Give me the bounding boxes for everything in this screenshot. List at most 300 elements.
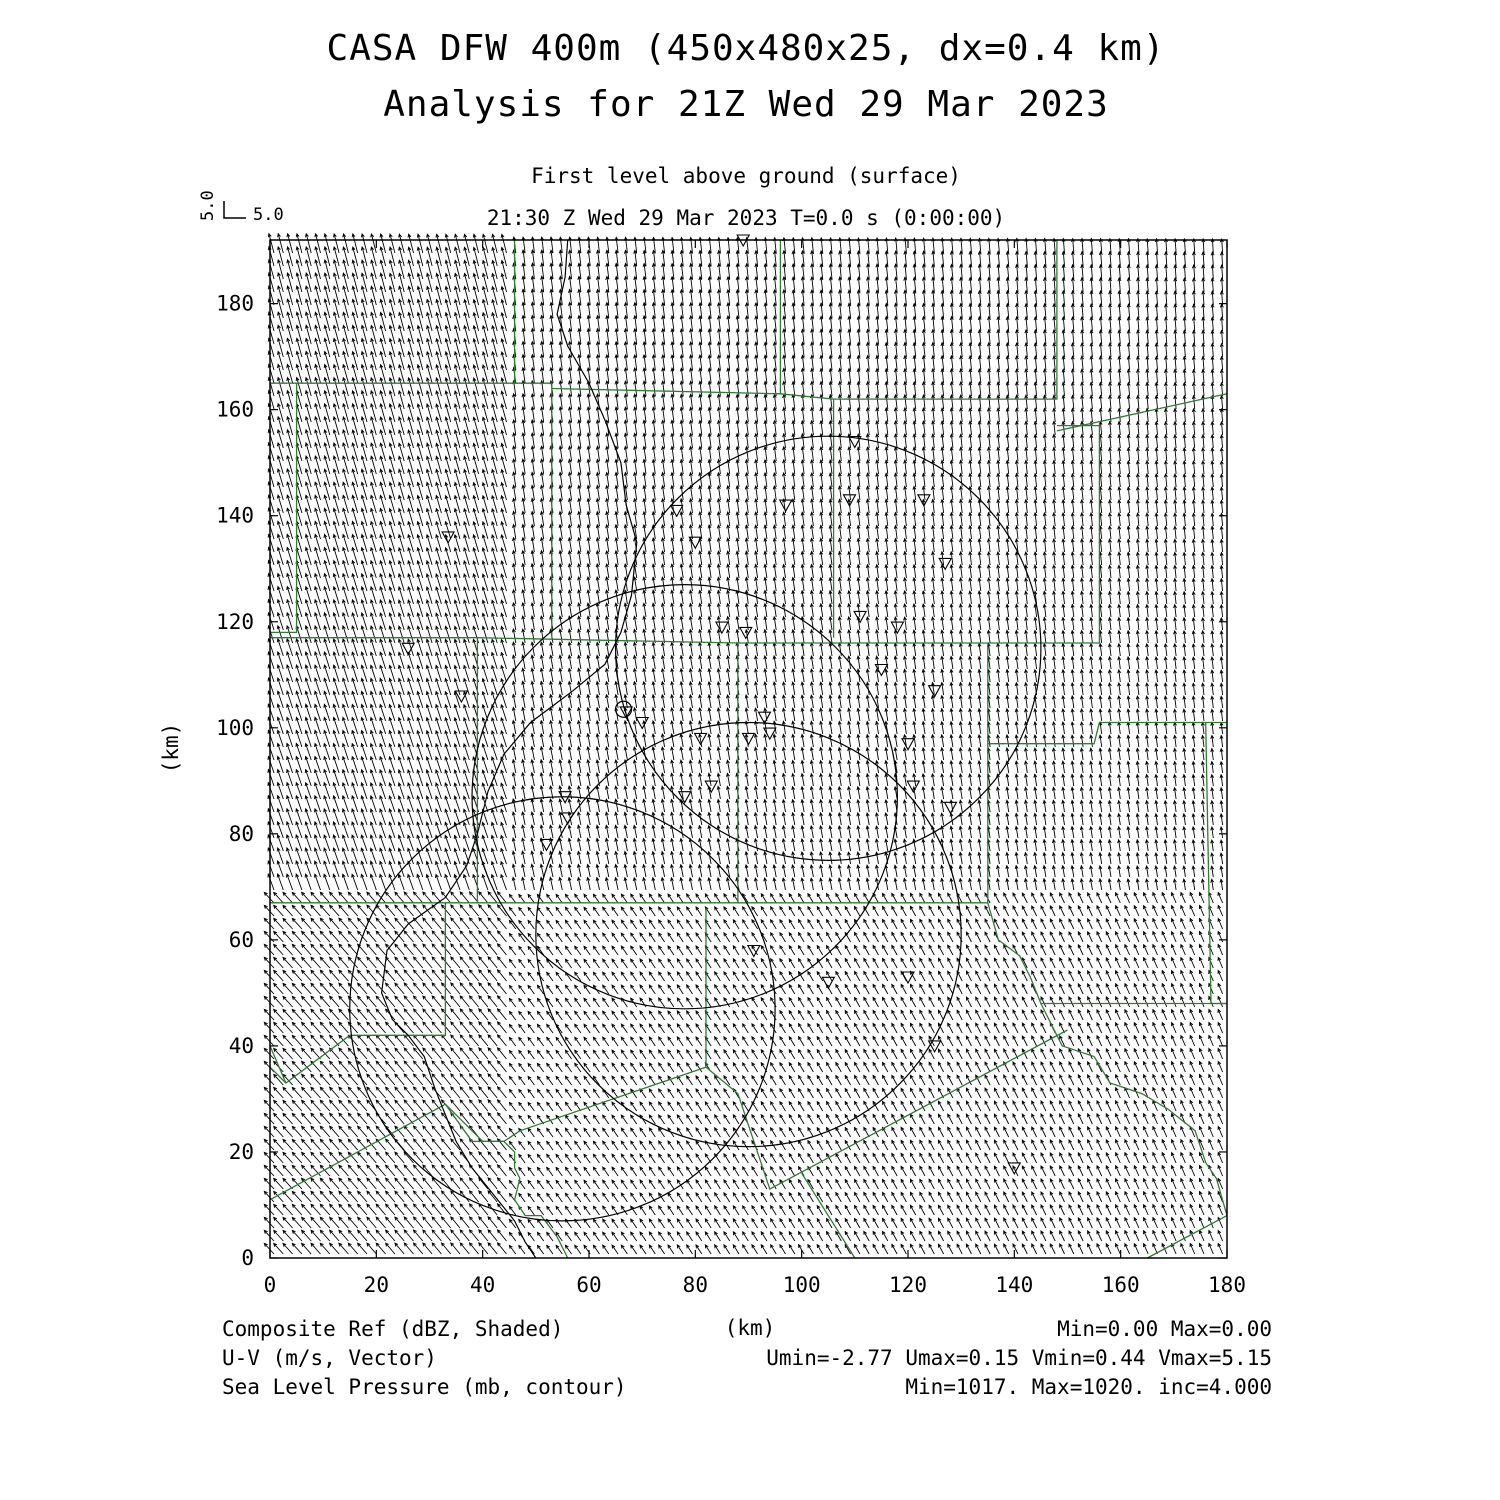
wind-vector — [808, 1089, 814, 1098]
wind-vector — [432, 918, 441, 929]
wind-vector — [432, 1152, 441, 1163]
wind-vector — [957, 1179, 962, 1189]
wind-vector — [320, 1035, 330, 1046]
wind-vector — [904, 669, 907, 682]
wind-vector — [829, 787, 832, 799]
wind-vector — [488, 1191, 497, 1202]
wind-vector — [1041, 1114, 1046, 1124]
wind-vector — [488, 970, 497, 981]
wind-vector — [773, 800, 776, 812]
wind-vector — [752, 1024, 758, 1033]
wind-vector — [320, 970, 330, 981]
wind-vector — [358, 1178, 367, 1189]
wind-vector — [283, 1126, 293, 1137]
wind-vector — [985, 1244, 990, 1254]
wind-vector — [593, 959, 599, 968]
wind-vector — [752, 972, 758, 981]
wind-vector — [498, 1178, 507, 1189]
wind-vector — [640, 1050, 646, 1059]
wind-vector — [817, 1115, 823, 1124]
wind-vector — [717, 852, 720, 864]
wind-vector — [1209, 1192, 1214, 1203]
wind-vector — [876, 669, 879, 682]
wind-vector — [1043, 657, 1046, 669]
wind-vector — [488, 996, 497, 1007]
wind-vector — [1116, 1231, 1121, 1241]
wind-vector — [938, 1205, 943, 1215]
wind-vector — [820, 695, 823, 708]
wind-vector — [941, 735, 944, 747]
wind-vector — [1069, 932, 1074, 942]
wind-vector — [395, 892, 404, 903]
wind-vector — [1108, 683, 1111, 695]
wind-vector — [1136, 801, 1139, 812]
wind-vector — [792, 826, 795, 838]
wind-vector — [460, 983, 469, 994]
wind-vector — [969, 866, 972, 878]
wind-vector — [593, 1180, 599, 1189]
wind-vector — [1162, 971, 1167, 981]
wind-vector — [780, 1050, 786, 1059]
wind-vector — [512, 825, 516, 838]
wind-vector — [761, 894, 767, 903]
wind-vector — [689, 878, 692, 890]
wind-vector — [687, 1180, 693, 1189]
wind-vector — [624, 878, 627, 890]
wind-vector — [274, 970, 284, 981]
wind-vector — [661, 708, 664, 721]
wind-vector — [537, 1089, 543, 1098]
wind-vector — [575, 985, 581, 994]
wind-vector — [931, 669, 934, 682]
wind-vector — [1144, 1140, 1149, 1150]
wind-vector — [414, 970, 423, 981]
wind-vector — [976, 1101, 981, 1111]
wind-vector — [1190, 1205, 1195, 1216]
wind-vector — [283, 1243, 293, 1254]
wind-vector — [488, 1243, 497, 1254]
wind-vector — [801, 865, 804, 877]
wind-vector — [631, 1141, 637, 1150]
wind-vector — [724, 1011, 730, 1020]
wind-vector — [836, 1102, 842, 1112]
wind-vector — [715, 1193, 721, 1202]
wind-vector — [1032, 1153, 1037, 1163]
wind-vector — [994, 971, 999, 981]
wind-vector — [810, 708, 813, 721]
wind-vector — [1199, 1218, 1204, 1229]
wind-vector — [1211, 736, 1214, 748]
wind-vector — [386, 1048, 395, 1059]
wind-vector — [1164, 775, 1167, 786]
wind-vector — [528, 1193, 534, 1202]
wind-vector — [1171, 1088, 1176, 1098]
wind-vector — [966, 958, 971, 968]
wind-vector — [606, 669, 609, 683]
wind-vector — [1125, 1205, 1130, 1215]
wind-vector — [1015, 826, 1018, 838]
wind-vector — [696, 946, 702, 955]
wind-vector — [531, 747, 535, 760]
wind-vector — [1192, 879, 1195, 890]
wind-vector — [792, 761, 795, 774]
wind-vector — [1144, 893, 1149, 903]
wind-vector — [550, 877, 554, 890]
wind-vector — [605, 760, 608, 773]
wind-vector — [1043, 722, 1046, 734]
wind-vector — [752, 1076, 758, 1085]
wind-vector — [631, 1011, 637, 1020]
wind-vector — [696, 1154, 702, 1163]
wind-vector — [640, 1232, 646, 1241]
wind-vector — [386, 1152, 395, 1163]
wind-vector — [904, 643, 907, 656]
wind-vector — [838, 643, 841, 656]
wind-vector — [498, 1022, 507, 1033]
wind-vector — [488, 1022, 497, 1033]
wind-vector — [339, 1113, 349, 1124]
wind-vector — [1183, 762, 1186, 773]
wind-vector — [978, 774, 981, 786]
wind-vector — [1162, 1062, 1167, 1072]
wind-vector — [929, 1244, 934, 1254]
wind-vector — [1118, 709, 1121, 721]
wind-vector — [1220, 853, 1223, 864]
wind-vector — [1022, 1179, 1027, 1189]
wind-vector — [1078, 1010, 1083, 1020]
wind-vector — [311, 931, 321, 942]
wind-vector — [470, 970, 479, 981]
wind-vector — [761, 1219, 767, 1228]
wind-vector — [1032, 1166, 1037, 1176]
wind-vector — [596, 865, 599, 878]
wind-vector — [810, 826, 813, 838]
wind-vector — [848, 682, 851, 695]
wind-vector — [1006, 866, 1009, 877]
wind-vector — [442, 905, 451, 916]
wind-vector — [922, 852, 925, 864]
wind-vector — [799, 1050, 805, 1059]
wind-vector — [404, 1061, 413, 1072]
wind-vector — [680, 734, 683, 747]
wind-vector — [1024, 879, 1027, 890]
wind-vector — [578, 747, 581, 760]
wind-vector — [528, 1232, 534, 1241]
wind-vector — [640, 1141, 646, 1150]
wind-vector — [761, 959, 767, 968]
wind-vector — [1062, 696, 1065, 708]
wind-vector — [1134, 1166, 1139, 1176]
wind-vector — [442, 1009, 451, 1020]
wind-vector — [1125, 1166, 1130, 1176]
wind-vector — [836, 1037, 842, 1047]
wind-vector — [292, 944, 302, 955]
wind-vector — [801, 774, 804, 786]
wind-vector — [810, 865, 813, 877]
wind-vector — [587, 682, 590, 696]
wind-vector — [1041, 1231, 1046, 1241]
wind-vector — [565, 1024, 571, 1033]
wind-vector — [883, 1062, 888, 1072]
wind-vector — [575, 1180, 581, 1189]
wind-vector — [913, 748, 916, 760]
wind-vector — [442, 1139, 451, 1150]
wind-vector — [519, 894, 525, 903]
wind-vector — [808, 1141, 814, 1150]
wind-vector — [578, 760, 581, 773]
wind-vector — [1144, 1244, 1149, 1254]
wind-vector — [1125, 893, 1130, 903]
wind-vector — [1034, 800, 1037, 812]
wind-vector — [1218, 1205, 1223, 1216]
wind-vector — [547, 1245, 553, 1254]
wind-vector — [892, 1179, 897, 1189]
scale-key-arrow — [224, 201, 246, 218]
wind-vector — [1146, 683, 1149, 695]
wind-vector — [1202, 644, 1205, 656]
wind-vector — [913, 878, 916, 890]
wind-vector — [838, 813, 841, 825]
wind-vector — [1199, 1166, 1204, 1177]
wind-vector — [1013, 1205, 1018, 1215]
wind-vector — [1108, 631, 1111, 643]
wind-vector — [1032, 1192, 1037, 1202]
wind-vector — [922, 682, 925, 695]
wind-vector — [661, 799, 664, 812]
wind-vector — [1116, 984, 1121, 994]
wind-vector — [752, 985, 758, 994]
wind-vector — [528, 1089, 534, 1098]
wind-vector — [687, 1193, 693, 1202]
wind-vector — [1218, 958, 1223, 969]
wind-vector — [661, 878, 664, 890]
wind-vector — [677, 1063, 683, 1072]
wind-vector — [901, 1023, 906, 1033]
wind-vector — [1004, 1166, 1009, 1176]
wind-vector — [1127, 683, 1130, 695]
wind-vector — [621, 946, 627, 955]
wind-vector — [752, 1245, 758, 1254]
wind-vector — [302, 944, 312, 955]
wind-vector — [537, 1180, 543, 1189]
wind-vector — [1162, 1075, 1167, 1085]
wind-vector — [1164, 853, 1167, 864]
wind-vector — [1181, 997, 1186, 1007]
wind-vector — [1153, 1231, 1158, 1241]
wind-vector — [752, 1206, 758, 1215]
wind-vector — [1125, 1049, 1130, 1059]
wind-vector — [522, 877, 526, 890]
wind-vector — [1099, 644, 1102, 656]
wind-vector — [1025, 631, 1028, 644]
wind-vector — [1201, 814, 1204, 825]
wind-vector — [1127, 814, 1130, 825]
wind-vector — [1013, 1140, 1018, 1150]
wind-vector — [1078, 1127, 1083, 1137]
wind-vector — [442, 983, 451, 994]
wind-vector — [901, 1166, 906, 1176]
wind-vector — [498, 1009, 507, 1020]
wind-vector — [1173, 853, 1176, 864]
wind-vector — [460, 1022, 469, 1033]
wind-vector — [1032, 971, 1037, 981]
wind-vector — [311, 996, 321, 1007]
wind-vector — [1146, 814, 1149, 825]
wind-vector — [771, 1115, 777, 1124]
wind-vector — [643, 773, 646, 786]
wind-vector — [959, 735, 962, 747]
wind-vector — [512, 838, 516, 851]
wind-vector — [910, 1114, 915, 1124]
wind-vector — [593, 1115, 599, 1124]
wind-vector — [631, 959, 637, 968]
wind-vector — [643, 669, 646, 682]
wind-vector — [1125, 1114, 1130, 1124]
wind-vector — [929, 1023, 934, 1033]
wind-vector — [1090, 748, 1093, 760]
wind-vector — [901, 997, 906, 1007]
wind-vector — [442, 1074, 451, 1085]
wind-vector — [696, 1011, 702, 1020]
wind-vector — [715, 1141, 721, 1150]
wind-vector — [1201, 709, 1204, 721]
wind-vector — [1060, 1192, 1065, 1202]
wind-vector — [959, 683, 962, 696]
wind-vector — [512, 681, 515, 695]
wind-vector — [1006, 683, 1009, 695]
wind-vector — [1134, 997, 1139, 1007]
wind-vector — [423, 1204, 432, 1215]
wind-vector — [1043, 644, 1046, 656]
wind-vector — [1032, 1101, 1037, 1111]
wind-vector — [894, 735, 897, 747]
wind-vector — [699, 747, 702, 760]
wind-vector — [1097, 1049, 1102, 1059]
wind-vector — [1088, 971, 1093, 981]
wind-vector — [752, 959, 758, 968]
wind-vector — [423, 1152, 432, 1163]
wind-vector — [1006, 670, 1009, 682]
wind-vector — [522, 838, 526, 851]
wind-vector — [593, 894, 599, 903]
wind-vector — [715, 985, 721, 994]
wind-vector — [1006, 709, 1009, 721]
wind-vector — [460, 1165, 469, 1176]
wind-vector — [1004, 958, 1009, 968]
wind-vector — [892, 1127, 897, 1137]
wind-vector — [1106, 1140, 1111, 1150]
wind-vector — [320, 1191, 330, 1202]
wind-vector — [838, 774, 841, 786]
wind-vector — [808, 1037, 814, 1046]
wind-vector — [528, 985, 534, 994]
wind-vector — [761, 1024, 767, 1033]
wind-vector — [264, 1074, 274, 1085]
wind-vector — [792, 669, 795, 682]
wind-vector — [479, 957, 488, 968]
wind-vector — [531, 773, 535, 786]
wind-vector — [386, 1113, 395, 1124]
wind-vector — [1220, 631, 1223, 643]
wind-vector — [1155, 801, 1158, 812]
wind-vector — [1078, 1166, 1083, 1176]
wind-vector — [689, 656, 692, 669]
wind-vector — [985, 971, 990, 981]
wind-vector — [920, 984, 925, 994]
wind-vector — [864, 1114, 869, 1124]
wind-vector — [1088, 997, 1093, 1007]
wind-vector — [404, 970, 413, 981]
wind-vector — [537, 1024, 543, 1033]
wind-vector — [1106, 1062, 1111, 1072]
wind-vector — [1043, 761, 1046, 773]
wind-vector — [1050, 919, 1055, 929]
wind-vector — [978, 800, 981, 812]
wind-vector — [596, 786, 599, 799]
wind-vector — [799, 1089, 805, 1098]
wind-vector — [509, 1180, 515, 1189]
wind-vector — [605, 838, 608, 851]
wind-vector — [1183, 775, 1186, 786]
wind-vector — [1190, 1036, 1195, 1047]
wind-vector — [829, 774, 832, 786]
wind-vector — [950, 670, 953, 683]
wind-vector — [274, 918, 284, 929]
wind-vector — [668, 998, 674, 1007]
wind-vector — [603, 1063, 609, 1072]
wind-vector — [339, 1217, 349, 1228]
wind-vector — [1164, 683, 1167, 695]
wind-vector — [885, 682, 888, 695]
wind-vector — [761, 1115, 767, 1124]
wind-vector — [451, 918, 460, 929]
wind-vector — [556, 946, 562, 955]
wind-vector — [1022, 1023, 1027, 1033]
wind-vector — [827, 1115, 833, 1125]
wind-vector — [320, 1152, 330, 1163]
wind-vector — [358, 1009, 367, 1020]
wind-vector — [799, 1232, 805, 1241]
wind-vector — [593, 1193, 599, 1202]
wind-vector — [966, 1010, 971, 1020]
wind-vector — [699, 773, 702, 786]
wind-vector — [264, 1009, 274, 1020]
wind-vector — [305, 874, 311, 890]
wind-vector — [817, 946, 823, 955]
wind-vector — [302, 996, 312, 1007]
wind-vector — [978, 709, 981, 721]
wind-vector — [330, 1217, 340, 1228]
wind-vector — [283, 1152, 293, 1163]
wind-vector — [894, 643, 897, 656]
wind-vector — [894, 878, 897, 890]
wind-vector — [969, 696, 972, 708]
wind-vector — [537, 1154, 543, 1163]
wind-vector — [959, 839, 962, 851]
wind-vector — [498, 944, 507, 955]
wind-vector — [799, 1128, 805, 1137]
wind-vector — [715, 1115, 721, 1124]
wind-vector — [680, 682, 683, 695]
wind-vector — [488, 983, 497, 994]
wind-vector — [717, 682, 720, 695]
wind-vector — [1181, 945, 1186, 955]
wind-vector — [274, 1035, 284, 1046]
wind-vector — [519, 1154, 525, 1163]
wind-vector — [1153, 1088, 1158, 1098]
wind-vector — [836, 1024, 842, 1034]
wind-vector — [727, 773, 730, 786]
